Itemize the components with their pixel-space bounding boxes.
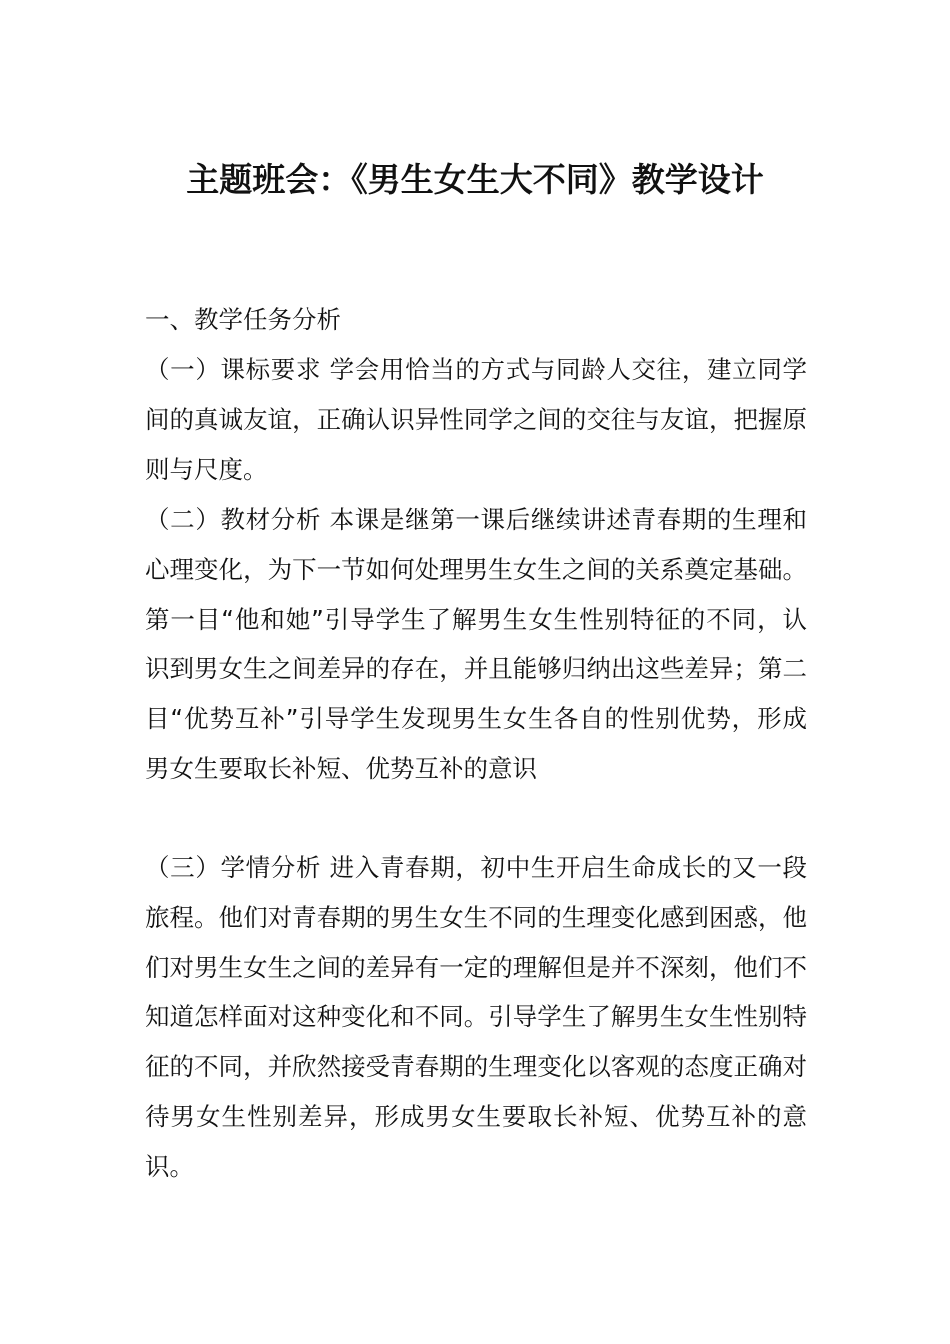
document-title: 主题班会：《男生女生大不同》教学设计 xyxy=(186,160,764,199)
paragraph-student-analysis: （三）学情分析 进入青春期，初中生开启生命成长的又一段旅程。他们对青春期的男生女生不同的生理变化感到困惑，他们对男生女生之间的差异有一定的理解但是并不深刻，他们不知道怎样面对这种变化和不同。引导学生了解男生女生性别特征的不同，并欣然接受青春期的生理变化以客观的态度正确对待男女生性别差异，形成男女生要取长补短、优势互补的意识。 xyxy=(145,853,807,1181)
paragraph-textbook-analysis: （二）教材分析 本课是继第一课后继续讲述青春期的生理和心理变化，为下一节如何处理男生女生之间的关系奠定基础。第一目“他和她”引导学生了解男生女生性别特征的不同，认识到男女生之间差异的存在，并且能够归纳出这些差异；第二目“优势互补”引导学生发现男生女生各自的性别优势，形成男女生要取长补短、优势互补的意识 xyxy=(145,505,807,783)
section-heading: 一、教学任务分析 xyxy=(145,305,341,334)
paragraph-curriculum-requirements: （一）课标要求 学会用恰当的方式与同龄人交往，建立同学间的真诚友谊，正确认识异性同学之间的交往与友谊，把握原则与尺度。 xyxy=(145,355,807,484)
